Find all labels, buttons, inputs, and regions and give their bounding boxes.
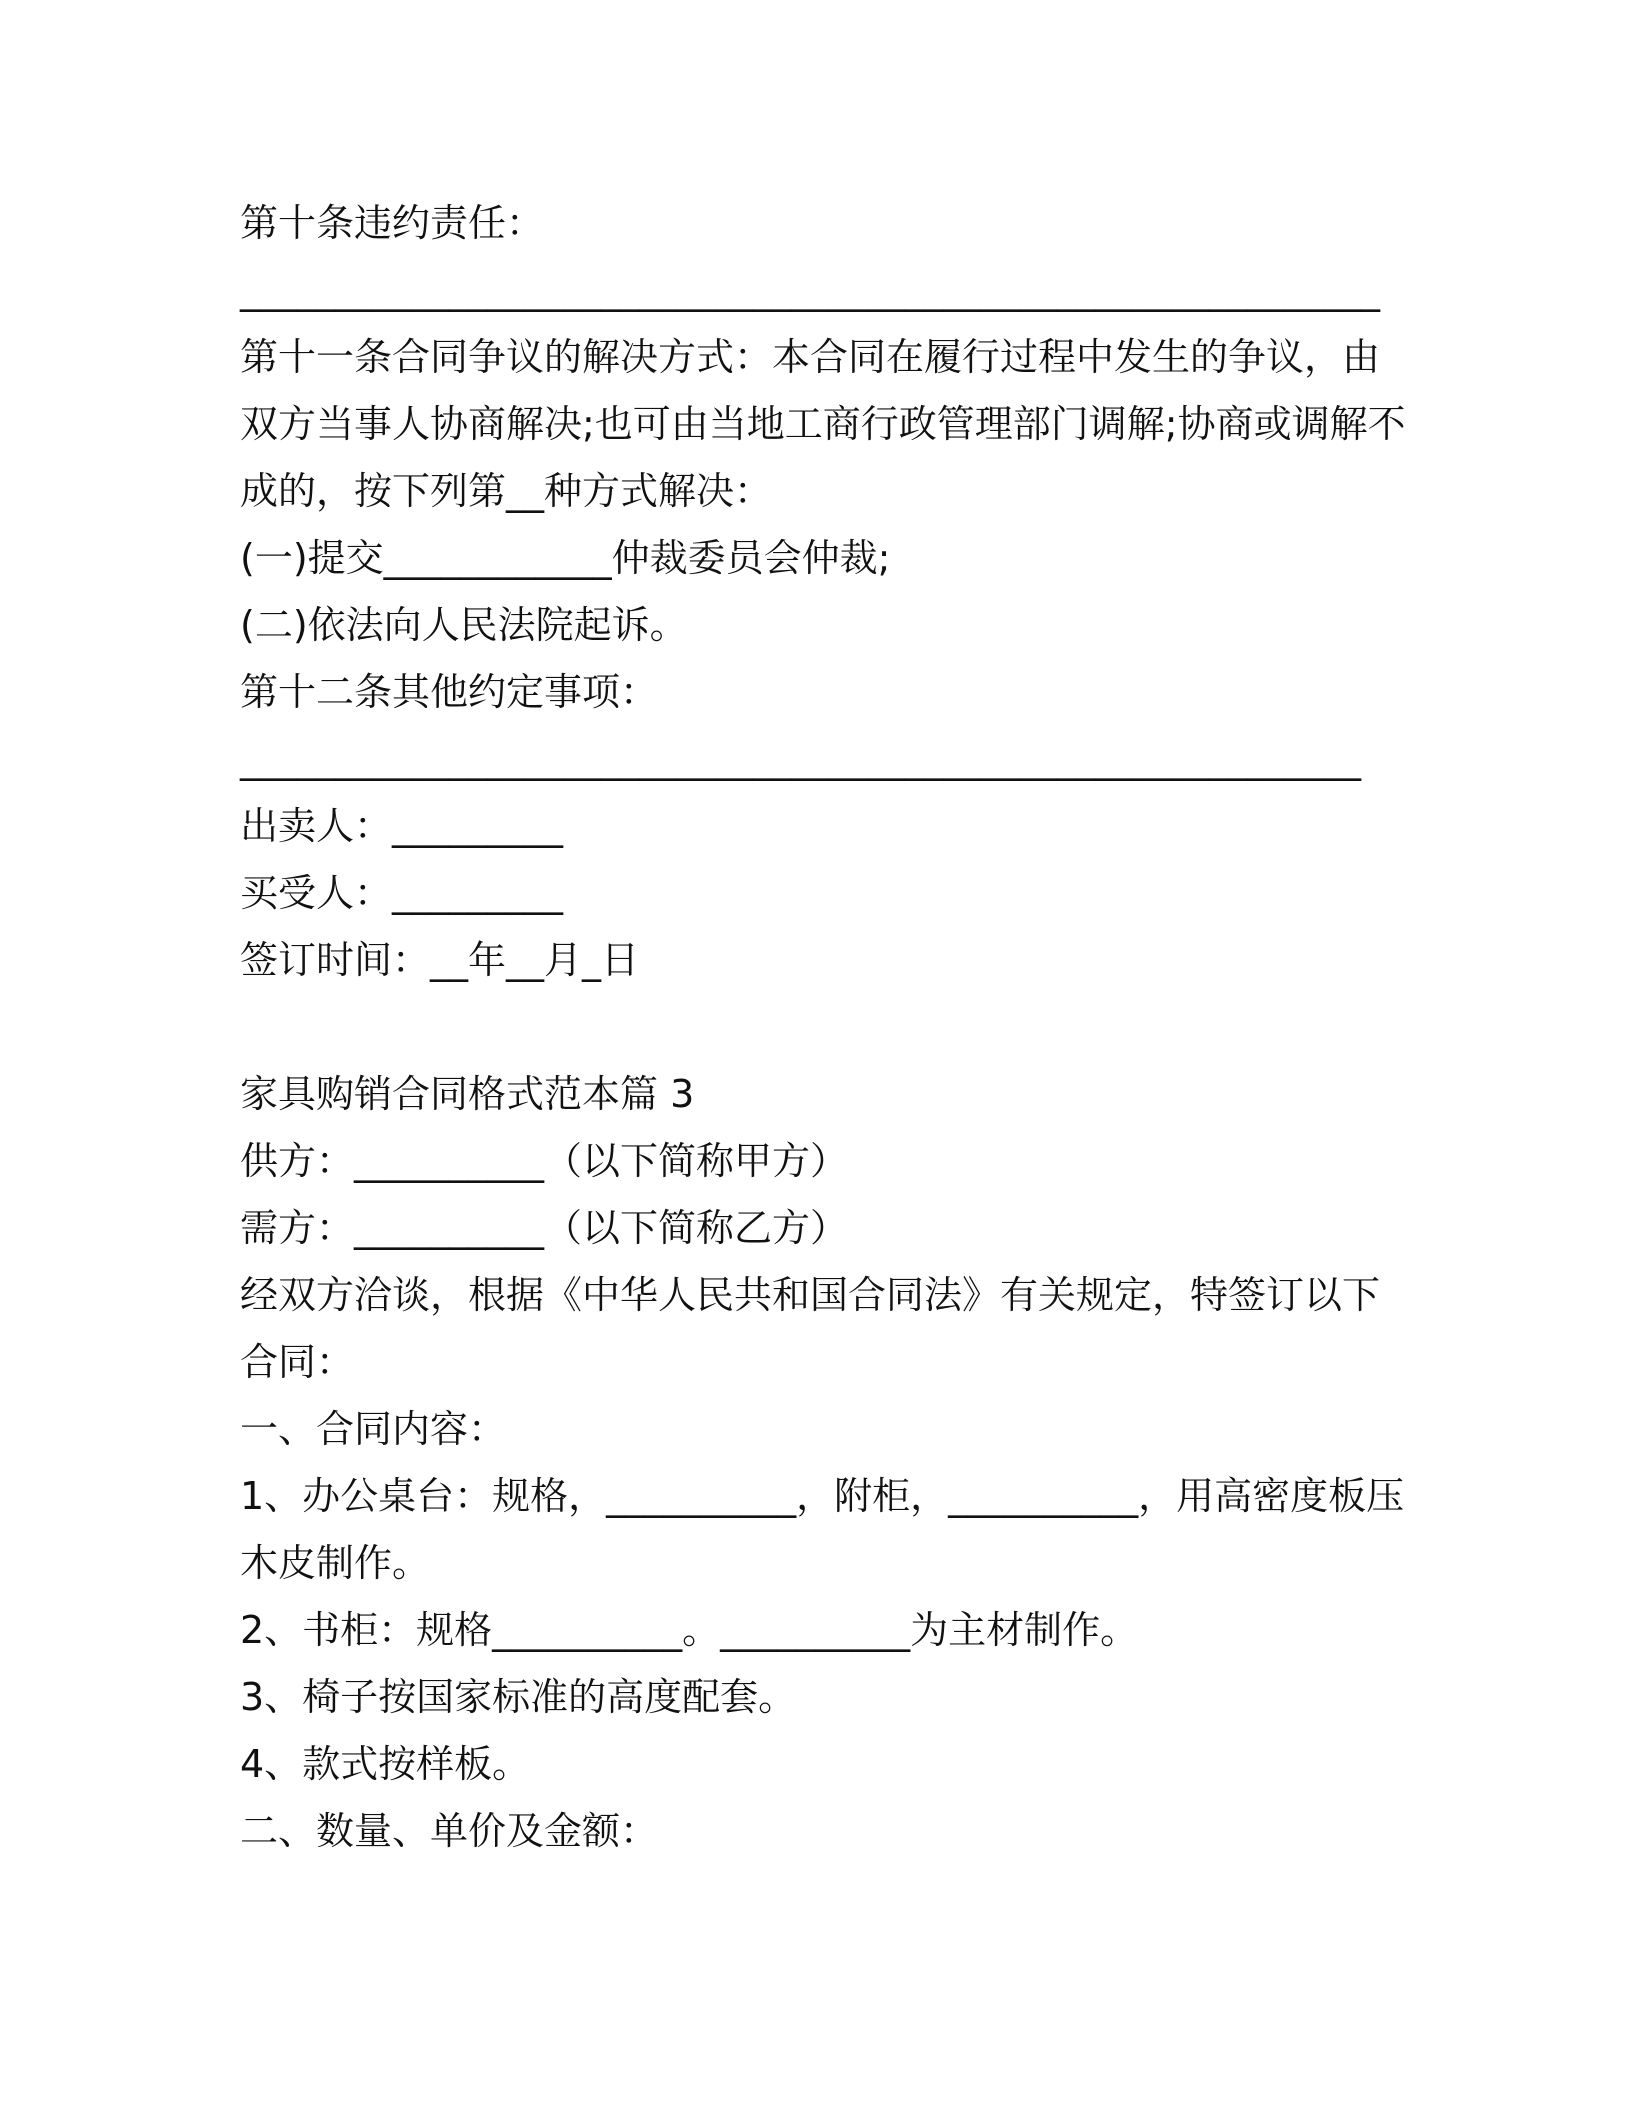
item-1-line-1: 1、办公桌台：规格，__________，附柜，__________，用高密度板压 — [240, 1474, 1405, 1518]
purchaser-line: 需方：__________（以下简称乙方） — [240, 1206, 849, 1250]
signing-date-line: 签订时间：__年__月_日 — [240, 938, 640, 982]
section-spacer — [240, 994, 1390, 1061]
article-10-heading: 第十条违约责任： — [240, 201, 545, 245]
section-1-heading: 一、合同内容： — [240, 1407, 507, 1451]
contract-3-title: 家具购销合同格式范本篇 3 — [240, 1072, 695, 1116]
article-12-blank-line: ___________________________________________________________ — [240, 737, 1361, 781]
article-12-heading: 第十二条其他约定事项： — [240, 670, 659, 714]
article-11-text-line-2: 双方当事人协商解决;也可由当地工商行政管理部门调解;协商或调解不 — [240, 402, 1406, 446]
supplier-line: 供方：__________（以下简称甲方） — [240, 1139, 849, 1183]
buyer-signature-line: 买受人：_________ — [240, 871, 564, 915]
preamble-line-1: 经双方洽谈，根据《中华人民共和国合同法》有关规定，特签订以下 — [240, 1273, 1381, 1317]
preamble-line-2: 合同： — [240, 1340, 355, 1384]
article-10-blank-line: ____________________________________________________________ — [240, 268, 1380, 312]
item-2-line: 2、书柜：规格__________。__________为主材制作。 — [240, 1608, 1139, 1652]
article-11-text-line-3: 成的，按下列第__种方式解决： — [240, 469, 773, 513]
document-body — [240, 190, 1406, 1865]
article-11-option-1: (一)提交____________仲裁委员会仲裁; — [240, 536, 891, 580]
article-11-option-2: (二)依法向人民法院起诉。 — [240, 603, 688, 647]
article-11-text-line-1: 第十一条合同争议的解决方式：本合同在履行过程中发生的争议，由 — [240, 335, 1381, 379]
section-2-heading: 二、数量、单价及金额： — [240, 1809, 659, 1853]
item-1-line-2: 木皮制作。 — [240, 1541, 431, 1585]
item-3-line: 3、椅子按国家标准的高度配套。 — [240, 1675, 797, 1719]
seller-signature-line: 出卖人：_________ — [240, 804, 564, 848]
item-4-line: 4、款式按样板。 — [240, 1742, 531, 1786]
